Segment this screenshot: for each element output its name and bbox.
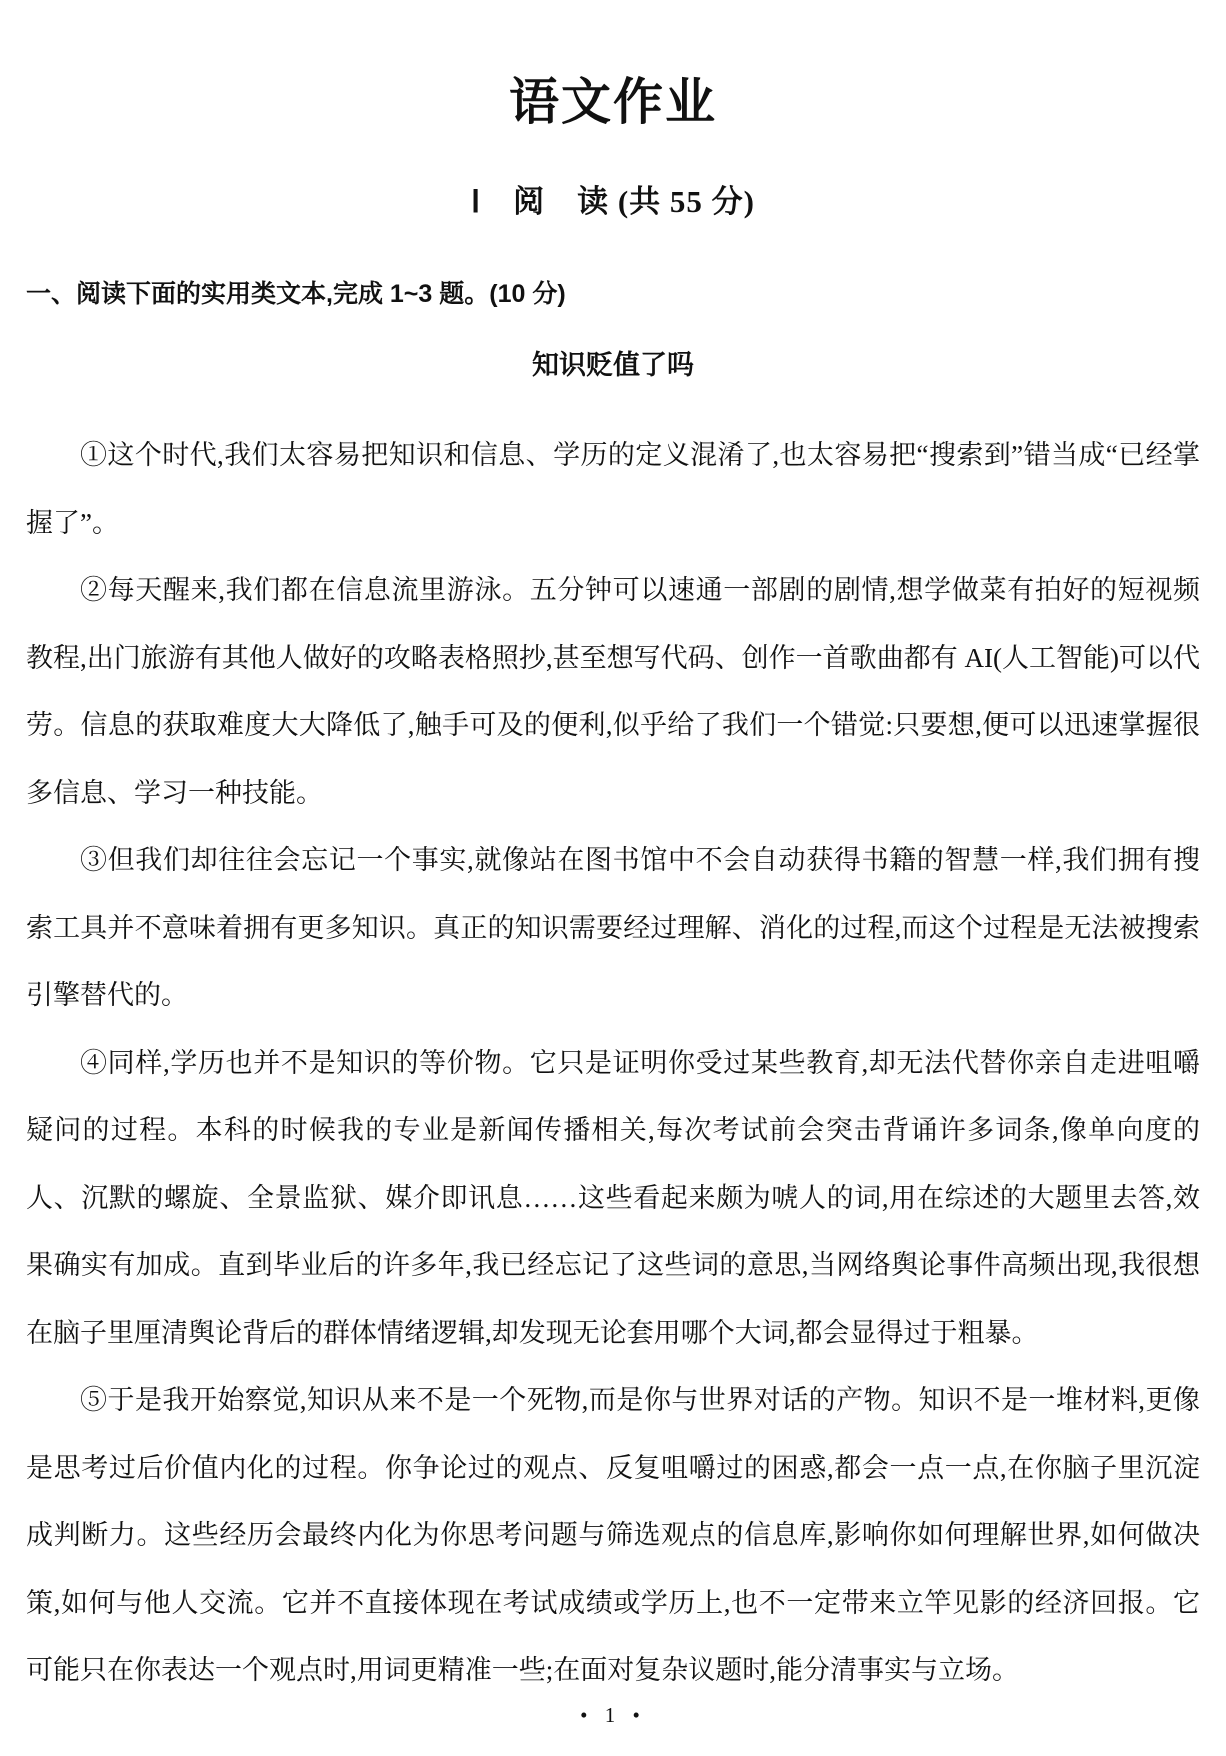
article-paragraph-5: ⑤于是我开始察觉,知识从来不是一个死物,而是你与世界对话的产物。知识不是一堆材料,更像是思考过后价值内化的过程。你争论过的观点、反复咀嚼过的困惑,都会一点一点,在你脑子里沉淀成判断力。这些经历会最终内化为你思考问题与筛选观点的信息库,影响你如何理解世界,如何做决策,如何与他人交流。它并不直接体现在考试成绩或学历上,也不一定带来立竿见影的经济回报。它可能只在你表达一个观点时,用词更精准一些;在面对复杂议题时,能分清事实与立场。 bbox=[26, 1385, 1200, 1685]
question-intro: 一、阅读下面的实用类文本,完成 1~3 题。(10 分) bbox=[26, 280, 566, 308]
article-paragraph-1: ①这个时代,我们太容易把知识和信息、学历的定义混淆了,也太容易把“搜索到”错当成“已经掌握了”。 bbox=[26, 440, 1200, 538]
article-paragraph-4: ④同样,学历也并不是知识的等价物。它只是证明你受过某些教育,却无法代替你亲自走进咀嚼疑问的过程。本科的时候我的专业是新闻传播相关,每次考试前会突击背诵许多词条,像单向度的人、沉默的螺旋、全景监狱、媒介即讯息……这些看起来颇为唬人的词,用在综述的大题里去答,效果确实有加成。直到毕业后的许多年,我已经忘记了这些词的意思,当网络舆论事件高频出现,我很想在脑子里厘清舆论背后的群体情绪逻辑,却发现无论套用哪个大词,都会显得过于粗暴。 bbox=[26, 1047, 1200, 1348]
section-heading: Ⅰ 阅 读 (共 55 分) bbox=[470, 184, 756, 219]
article-body bbox=[26, 422, 1200, 1705]
article-title: 知识贬值了吗 bbox=[532, 350, 694, 380]
page-number: • 1 • bbox=[580, 1703, 646, 1727]
article-paragraph-2: ②每天醒来,我们都在信息流里游泳。五分钟可以速通一部剧的剧情,想学做菜有拍好的短视频教程,出门旅游有其他人做好的攻略表格照抄,甚至想写代码、创作一首歌曲都有 AI(人工智能)可以代劳。信息的获取难度大大降低了,触手可及的便利,似乎给了我们一个错觉:只要想,便可以迅速掌握很多信息、学习一种技能。 bbox=[26, 575, 1200, 808]
article-paragraph-3: ③但我们却往往会忘记一个事实,就像站在图书馆中不会自动获得书籍的智慧一样,我们拥有搜索工具并不意味着拥有更多知识。真正的知识需要经过理解、消化的过程,而这个过程是无法被搜索引擎替代的。 bbox=[26, 845, 1200, 1010]
page-title: 语文作业 bbox=[509, 74, 717, 130]
